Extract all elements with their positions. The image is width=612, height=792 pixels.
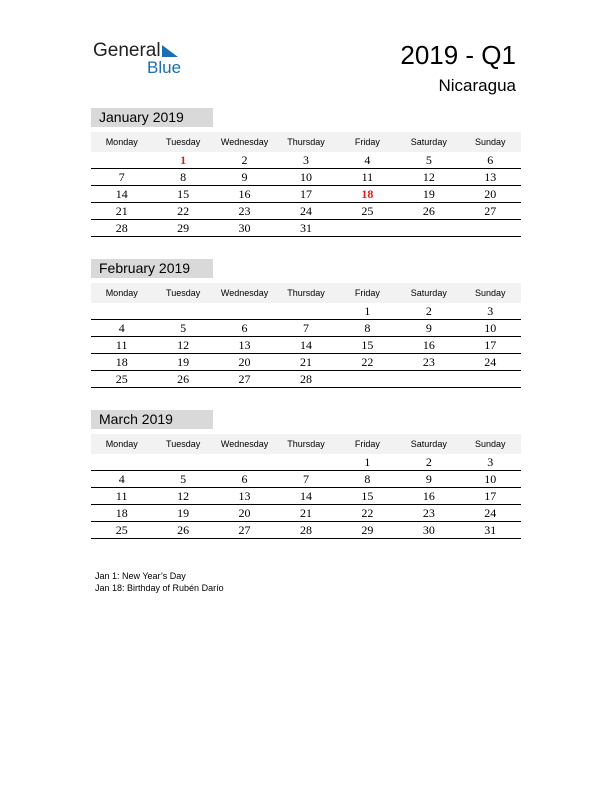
day-cell: 3 <box>460 303 521 320</box>
day-cell: 14 <box>275 488 336 505</box>
day-cell: 7 <box>275 471 336 488</box>
calendar-table <box>91 132 521 237</box>
week-row <box>91 186 521 203</box>
weekday-header: Sunday <box>460 283 521 303</box>
day-cell: 27 <box>460 203 521 220</box>
day-cell: 27 <box>214 522 275 539</box>
day-cell: 21 <box>275 505 336 522</box>
holiday-day-cell: 18 <box>337 186 398 203</box>
day-cell <box>460 371 521 388</box>
day-cell <box>152 454 213 471</box>
day-cell: 26 <box>398 203 459 220</box>
country-name: Nicaragua <box>438 76 516 95</box>
day-cell: 18 <box>91 505 152 522</box>
weekday-header-row <box>91 283 521 303</box>
day-cell: 24 <box>460 505 521 522</box>
day-cell: 26 <box>152 522 213 539</box>
day-cell: 7 <box>275 320 336 337</box>
day-cell: 5 <box>398 152 459 169</box>
week-row <box>91 471 521 488</box>
day-cell: 24 <box>460 354 521 371</box>
day-cell: 1 <box>337 454 398 471</box>
weekday-header: Thursday <box>275 132 336 152</box>
day-cell: 19 <box>152 505 213 522</box>
month-january <box>91 108 521 237</box>
day-cell: 13 <box>214 337 275 354</box>
day-cell: 23 <box>398 354 459 371</box>
day-cell: 20 <box>214 505 275 522</box>
logo <box>93 40 203 80</box>
day-cell: 14 <box>275 337 336 354</box>
day-cell: 7 <box>91 169 152 186</box>
weekday-header: Saturday <box>398 434 459 454</box>
week-row <box>91 371 521 388</box>
day-cell: 9 <box>398 471 459 488</box>
day-cell: 16 <box>398 488 459 505</box>
day-cell: 5 <box>152 320 213 337</box>
calendar-table <box>91 434 521 539</box>
day-cell: 16 <box>214 186 275 203</box>
day-cell: 1 <box>337 303 398 320</box>
day-cell: 11 <box>91 337 152 354</box>
day-cell: 2 <box>398 454 459 471</box>
day-cell <box>460 220 521 237</box>
day-cell: 13 <box>460 169 521 186</box>
day-cell: 11 <box>337 169 398 186</box>
calendar-table <box>91 283 521 388</box>
weekday-header: Wednesday <box>214 434 275 454</box>
day-cell: 4 <box>337 152 398 169</box>
day-cell: 20 <box>460 186 521 203</box>
month-title: March 2019 <box>91 410 213 429</box>
day-cell: 8 <box>337 320 398 337</box>
weekday-header: Monday <box>91 132 152 152</box>
day-cell: 3 <box>460 454 521 471</box>
month-title: February 2019 <box>91 259 213 278</box>
day-cell: 12 <box>152 488 213 505</box>
week-row <box>91 220 521 237</box>
week-row <box>91 488 521 505</box>
day-cell: 6 <box>460 152 521 169</box>
weekday-header: Wednesday <box>214 283 275 303</box>
weekday-header-row <box>91 132 521 152</box>
day-cell: 11 <box>91 488 152 505</box>
logo-triangle-icon <box>162 45 178 59</box>
day-cell: 15 <box>337 337 398 354</box>
week-row <box>91 522 521 539</box>
day-cell: 28 <box>91 220 152 237</box>
day-cell: 29 <box>337 522 398 539</box>
holiday-notes <box>95 570 224 594</box>
weekday-header: Friday <box>337 434 398 454</box>
day-cell: 24 <box>275 203 336 220</box>
day-cell: 28 <box>275 522 336 539</box>
day-cell <box>91 152 152 169</box>
holiday-note: Jan 1: New Year’s Day <box>95 571 186 581</box>
day-cell: 21 <box>275 354 336 371</box>
week-row <box>91 505 521 522</box>
day-cell: 13 <box>214 488 275 505</box>
weekday-header: Friday <box>337 283 398 303</box>
week-row <box>91 152 521 169</box>
day-cell: 2 <box>398 303 459 320</box>
day-cell <box>337 220 398 237</box>
weekday-header: Saturday <box>398 283 459 303</box>
day-cell: 22 <box>152 203 213 220</box>
logo-blue-text: Blue <box>147 58 182 77</box>
day-cell: 23 <box>398 505 459 522</box>
day-cell: 30 <box>214 220 275 237</box>
day-cell: 8 <box>152 169 213 186</box>
day-cell <box>275 454 336 471</box>
day-cell: 15 <box>152 186 213 203</box>
weekday-header: Wednesday <box>214 132 275 152</box>
week-row <box>91 203 521 220</box>
week-row <box>91 169 521 186</box>
day-cell: 14 <box>91 186 152 203</box>
weekday-header: Tuesday <box>152 283 213 303</box>
day-cell: 21 <box>91 203 152 220</box>
day-cell <box>214 303 275 320</box>
weekday-header: Monday <box>91 283 152 303</box>
day-cell: 10 <box>275 169 336 186</box>
day-cell: 19 <box>152 354 213 371</box>
holiday-note: Jan 18: Birthday of Rubén Darío <box>95 583 224 593</box>
day-cell: 22 <box>337 354 398 371</box>
day-cell: 19 <box>398 186 459 203</box>
weekday-header: Saturday <box>398 132 459 152</box>
day-cell <box>398 371 459 388</box>
month-february <box>91 259 521 388</box>
week-row <box>91 320 521 337</box>
day-cell: 10 <box>460 320 521 337</box>
day-cell: 5 <box>152 471 213 488</box>
day-cell: 17 <box>460 488 521 505</box>
weekday-header: Tuesday <box>152 132 213 152</box>
day-cell <box>91 454 152 471</box>
day-cell: 29 <box>152 220 213 237</box>
day-cell: 10 <box>460 471 521 488</box>
weekday-header-row <box>91 434 521 454</box>
day-cell: 25 <box>91 522 152 539</box>
day-cell: 18 <box>91 354 152 371</box>
day-cell: 17 <box>460 337 521 354</box>
week-row <box>91 354 521 371</box>
day-cell: 6 <box>214 471 275 488</box>
day-cell: 17 <box>275 186 336 203</box>
weekday-header: Friday <box>337 132 398 152</box>
day-cell: 16 <box>398 337 459 354</box>
day-cell: 31 <box>460 522 521 539</box>
day-cell: 12 <box>398 169 459 186</box>
day-cell: 2 <box>214 152 275 169</box>
week-row <box>91 303 521 320</box>
day-cell <box>152 303 213 320</box>
weekday-header: Tuesday <box>152 434 213 454</box>
day-cell: 25 <box>337 203 398 220</box>
day-cell: 25 <box>91 371 152 388</box>
month-march <box>91 410 521 539</box>
day-cell: 28 <box>275 371 336 388</box>
logo-general-text: General <box>93 40 161 61</box>
day-cell: 8 <box>337 471 398 488</box>
weekday-header: Thursday <box>275 434 336 454</box>
holiday-day-cell: 1 <box>152 152 213 169</box>
day-cell: 3 <box>275 152 336 169</box>
weekday-header: Monday <box>91 434 152 454</box>
day-cell: 12 <box>152 337 213 354</box>
day-cell: 27 <box>214 371 275 388</box>
day-cell: 9 <box>398 320 459 337</box>
page-title: 2019 - Q1 <box>400 40 516 70</box>
day-cell: 4 <box>91 471 152 488</box>
day-cell: 26 <box>152 371 213 388</box>
day-cell: 20 <box>214 354 275 371</box>
day-cell: 30 <box>398 522 459 539</box>
day-cell: 23 <box>214 203 275 220</box>
weekday-header: Sunday <box>460 132 521 152</box>
day-cell <box>337 371 398 388</box>
day-cell <box>214 454 275 471</box>
week-row <box>91 337 521 354</box>
weekday-header: Thursday <box>275 283 336 303</box>
day-cell: 6 <box>214 320 275 337</box>
day-cell: 15 <box>337 488 398 505</box>
month-title: January 2019 <box>91 108 213 127</box>
day-cell: 22 <box>337 505 398 522</box>
day-cell: 31 <box>275 220 336 237</box>
day-cell <box>91 303 152 320</box>
week-row <box>91 454 521 471</box>
day-cell: 4 <box>91 320 152 337</box>
day-cell <box>398 220 459 237</box>
weekday-header: Sunday <box>460 434 521 454</box>
day-cell: 9 <box>214 169 275 186</box>
day-cell <box>275 303 336 320</box>
